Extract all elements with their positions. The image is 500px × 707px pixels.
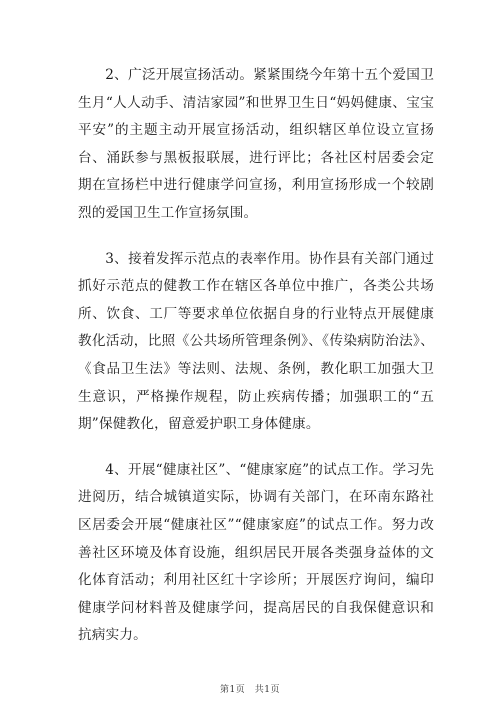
paragraph-publicity: 2、广泛开展宣扬活动。紧紧围绕今年第十五个爱国卫生月“人人动手、清洁家园”和世界卫生日“妈妈健康、宝宝平安”的主题主动开展宣扬活动，组织辖区单位设立宣扬台、涌跃参与黑板报联展，进行评比；各社区村居委会定期在宣扬栏中进行健康学问宣扬，利用宣扬形成一个较剧烈的爱国卫生工作宣扬氛围。 <box>78 67 434 221</box>
paragraph-demonstration: 3、接着发挥示范点的表率作用。协作县有关部门通过抓好示范点的健教工作在辖区各单位中推广，各类公共场所、饮食、工厂等要求单位依据自身的行业特点开展健康教化活动，比照《公共场所管理条例》、《传染病防治法》、《食品卫生法》等法则、法规、条例，教化职工加强大卫生意识，严格操作规程，防止疾病传播；加强职工的“五期”保健教化，留意爱护职工身体健康。 <box>78 250 434 433</box>
paragraph-healthy-community: 4、开展“健康社区”、“健康家庭”的试点工作。学习先进阅历，结合城镇道实际，协调有关部门，在环南东路社区居委会开展“健康社区”“健康家庭”的试点工作。努力改善社区环境及体育设施，组织居民开展各类强身益体的文化体育活动；利用社区红十字诊所；开展医疗询问，编印健康学问材料普及健康学问，提高居民的自我保健意识和抗病实力。 <box>78 461 434 644</box>
page-footer: 第1页 共1页 <box>220 685 280 695</box>
document-body <box>78 62 434 668</box>
